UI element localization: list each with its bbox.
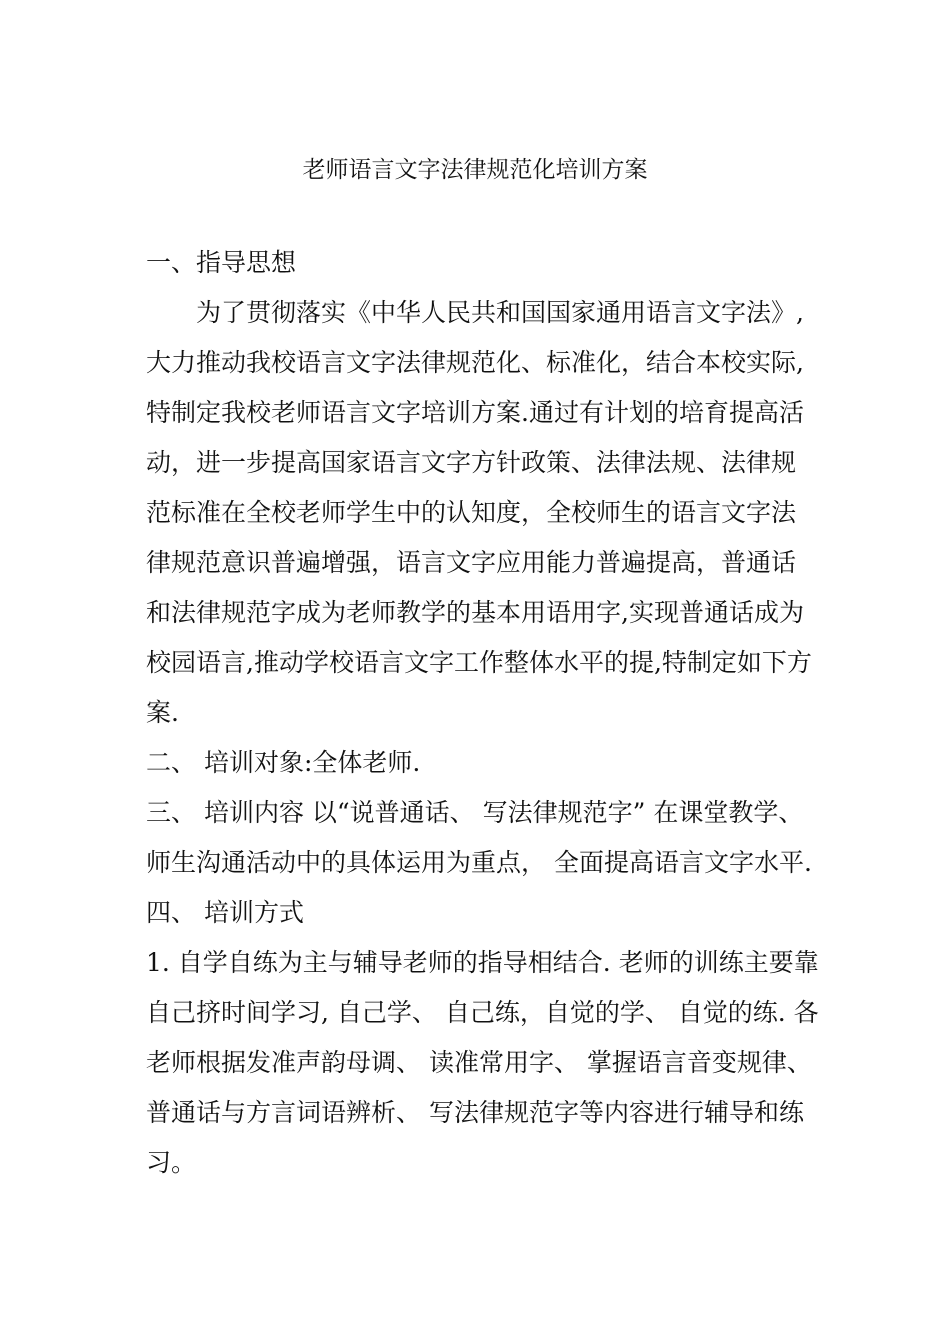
document-title: 老师语言文字法律规范化培训方案 xyxy=(302,157,648,183)
text-line: 三、 培训内容 以“说普通话、 写法律规范字” 在课堂教学、 xyxy=(146,798,804,827)
text-line: 律规范意识普遍增强，语言文字应用能力普遍提高，普通话 xyxy=(146,548,797,577)
text-line: 自己挤时间学习, 自己学、 自己练，自觉的学、 自觉的练. 各 xyxy=(146,998,819,1027)
text-line: 一、指导思想 xyxy=(146,248,297,277)
text-line: 特制定我校老师语言文字培训方案.通过有计划的培育提高活 xyxy=(146,398,804,427)
text-line: 大力推动我校语言文字法律规范化、标准化，结合本校实际, xyxy=(146,348,804,377)
text-line: 案. xyxy=(146,698,179,727)
text-line: 校园语言,推动学校语言文字工作整体水平的提,特制定如下方 xyxy=(146,648,812,677)
text-line: 师生沟通活动中的具体运用为重点， 全面提高语言文字水平. xyxy=(146,848,812,877)
document-body xyxy=(146,238,846,1188)
text-line: 范标准在全校老师学生中的认知度，全校师生的语言文字法 xyxy=(146,498,797,527)
text-line: 普通话与方言词语辨析、 写法律规范字等内容进行辅导和练 xyxy=(146,1098,804,1127)
text-line: 1. 自学自练为主与辅导老师的指导相结合. 老师的训练主要靠 xyxy=(146,948,819,977)
text-line: 二、 培训对象:全体老师. xyxy=(146,748,421,777)
text-line: 习。 xyxy=(146,1148,197,1177)
text-line: 老师根据发准声韵母调、 读准常用字、 掌握语言音变规律、 xyxy=(146,1048,812,1077)
text-line: 和法律规范字成为老师教学的基本用语用字,实现普通话成为 xyxy=(146,598,804,627)
text-line: 为了贯彻落实《中华人民共和国国家通用语言文字法》, xyxy=(196,298,804,327)
text-line: 动，进一步提高国家语言文字方针政策、法律法规、法律规 xyxy=(146,448,797,477)
text-line: 四、 培训方式 xyxy=(146,898,304,927)
